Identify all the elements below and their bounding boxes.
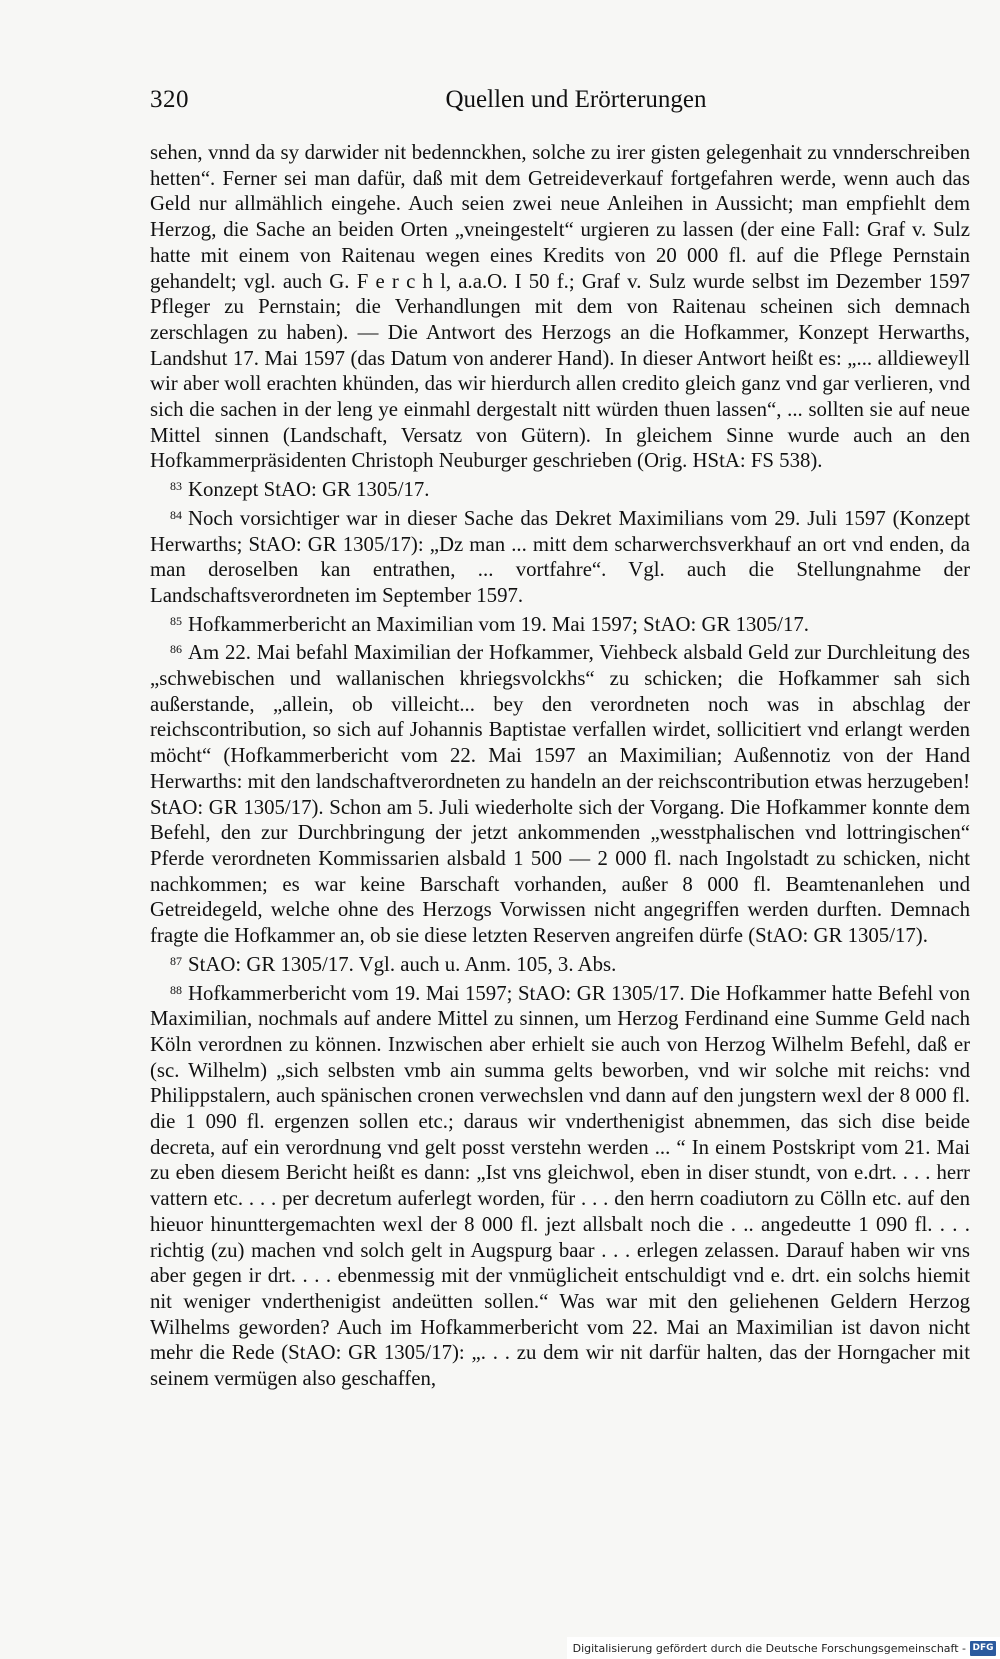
digitization-footer	[567, 1637, 1000, 1659]
footnote-number: 85	[170, 613, 182, 628]
continuation-paragraph: sehen, vnnd da sy darwider nit bedennckhen, solche zu irer gisten gelegenhait zu vnnderschreiben hetten“. Ferner sei man dafür, daß mit dem Getreideverkauf fortgefahren werde, wenn auch das Geld nur allmählich eingehe. Auch seien zwei neue Anleihen in Aussicht; man empfiehlt dem Herzog, die Sache an beiden Orten „vneingestelt“ urgieren zu lassen (der eine Fall: Graf v. Sulz hatte mit einem von Raitenau wegen eines Kredits von 20 000 fl. auf die Pflege Pernstain gehandelt; vgl. auch G. F e r c h l, a.a.O. I 50 f.; Graf v. Sulz wurde selbst im Dezember 1597 Pfleger zu Pernstain; die Verhandlungen mit dem von Raitenau scheinen sich demnach zerschlagen zu haben). — Die Antwort des Herzogs an die Hofkammer, Konzept Herwarths, Landshut 17. Mai 1597 (das Datum von anderer Hand). In dieser Antwort heißt es: „... alldieweyll wir aber woll erachten khünden, das wir hierdurch allen credito gleich ganz vnd gar verlieren, vnd sich die sachen in der leng ye einmahl dergestalt nitt würden thuen lassen“, ... sollten sie auf neue Mittel sinnen (Landschaft, Versatz von Gütern). In gleichem Sinne wurde auch an den Hofkammerpräsidenten Christoph Neuburger geschrieben (Orig. HStA: FS 538).	[150, 141, 970, 473]
dfg-logo: DFG	[970, 1641, 996, 1656]
footnote-text: Hofkammerbericht vom 19. Mai 1597; StAO: GR 1305/17. Die Hofkammer hatte Befehl von Maximilian, nochmals auf andere Mittel zu sinnen, um Herzog Ferdinand eine Summe Geld nach Köln verordnen zu können. Inzwischen aber erhielt sie auch von Herzog Wilhelm Befehl, daß er (sc. Wilhelm) „sich selbsten vmb ain summa gelts beworben, vnd wir solche mit reichs: vnd Philippstalern, auch spänischen cronen verwechslen vnd dann auf den jungstern wexl der 8 000 fl. die 1 090 fl. ergenzen sollen etc.; daraus wir vnderthenigist abnemmen, das sich dise beide decreta, auf ein verordnung vnd gelt posst verstehn werden ... “ In einem Postskript vom 21. Mai zu eben diesem Bericht heißt es dann: „Ist vns gleichwol, eben in diser stundt, von e.drt. . . . herr vattern etc. . . . per decretum auferlegt worden, für . . . den herrn coadiutorn zu Cölln etc. auf den hieuor hinunttergemachten wexl der 8 000 fl. jezt allsbalt noch die . .. angedeutte 1 090 fl. . . . richtig (zu) machen vnd solch gelt in Augspurg baar . . . erlegen zelassen. Darauf haben wir vns aber gegen ir drt. . . . ebenmessig mit der vnmüglicheit entschuldigt vnd e. drt. ein solchs hiemit nit weniger vnderthenigist andeütten sollen.“ Was war mit den geliehenen Geldern Herzog Wilhelms geworden? Auch im Hofkammerbericht vom 22. Mai an Maximilian ist davon nicht mehr die Rede (StAO: GR 1305/17): „. . . zu dem wir nit darfür halten, das der Horngacher mit seinem vermügen also geschaffen,	[150, 981, 970, 1391]
footnote-number: 88	[170, 982, 182, 997]
page-number: 320	[150, 86, 189, 113]
page-header	[150, 86, 972, 120]
footnote-number: 84	[170, 507, 182, 522]
footnote-number: 83	[170, 479, 182, 494]
footnote-text: Am 22. Mai befahl Maximilian der Hofkammer, Viehbeck alsbald Geld zur Durchleitung des „schwebischen und wallanischen khriegsvolckhs“ zu schicken; die Hofkammer sah sich außerstande, „allein, ob villeicht... bey den verordneten noch was in abschlag der reichscontribution, so sich auf Johannis Baptistae verfallen wirdet, sollicitiert vnd erlangt werden möcht“ (Hofkammerbericht vom 22. Mai 1597 an Maximilian; Außennotiz von der Hand Herwarths: mit den landschaftverordneten zu handeln an der reichscontribution etwas herzugeben! StAO: GR 1305/17). Schon am 5. Juli wiederholte sich der Vorgang. Die Hofkammer konnte dem Befehl, den zur Durchbringung der jetzt ankommenden „wesstphalischen vnd lottringischen“ Pferde verordneten Kommissarien alsbald 1 500 — 2 000 fl. nach Ingolstadt zu schicken, nicht nachkommen; es war keine Barschaft vorhanden, außer 8 000 fl. Beamtenanlehen und Getreidegeld, welche ohne des Herzogs Vorwissen nicht angegriffen werden durften. Demnach fragte die Hofkammer an, ob sie diese letzten Reserven angreifen dürfe (StAO: GR 1305/17).	[150, 641, 971, 948]
footnote-text: Konzept StAO: GR 1305/17.	[188, 478, 430, 502]
footnote-number: 86	[170, 642, 182, 657]
running-title: Quellen und Erörterungen	[445, 86, 707, 113]
footnote-86	[150, 637, 970, 948]
footnote-87	[150, 949, 970, 978]
footnote-text: Noch vorsichtiger war in dieser Sache das Dekret Maximilians vom 29. Juli 1597 (Konzept Herwarths; StAO: GR 1305/17): „Dz man ... mitt dem scharwerchsverkhauf an ort vnd enden, da man deroselben kan entrathen, ... vortfahre“. Vgl. auch die Stellungnahme der Landschaftsverordneten im September 1597.	[150, 506, 970, 607]
page-body	[150, 140, 970, 1392]
footnote-text: StAO: GR 1305/17. Vgl. auch u. Anm. 105, 3. Abs.	[188, 952, 617, 976]
footnote-number: 87	[170, 953, 182, 968]
footnote-85	[150, 609, 970, 638]
footnote-83	[150, 474, 970, 503]
footnote-text: Hofkammerbericht an Maximilian vom 19. Mai 1597; StAO: GR 1305/17.	[188, 612, 809, 636]
digitization-credit: Digitalisierung gefördert durch die Deutsche Forschungsgemeinschaft -	[572, 1641, 966, 1655]
footnote-88	[150, 978, 970, 1392]
footnote-84	[150, 503, 970, 609]
